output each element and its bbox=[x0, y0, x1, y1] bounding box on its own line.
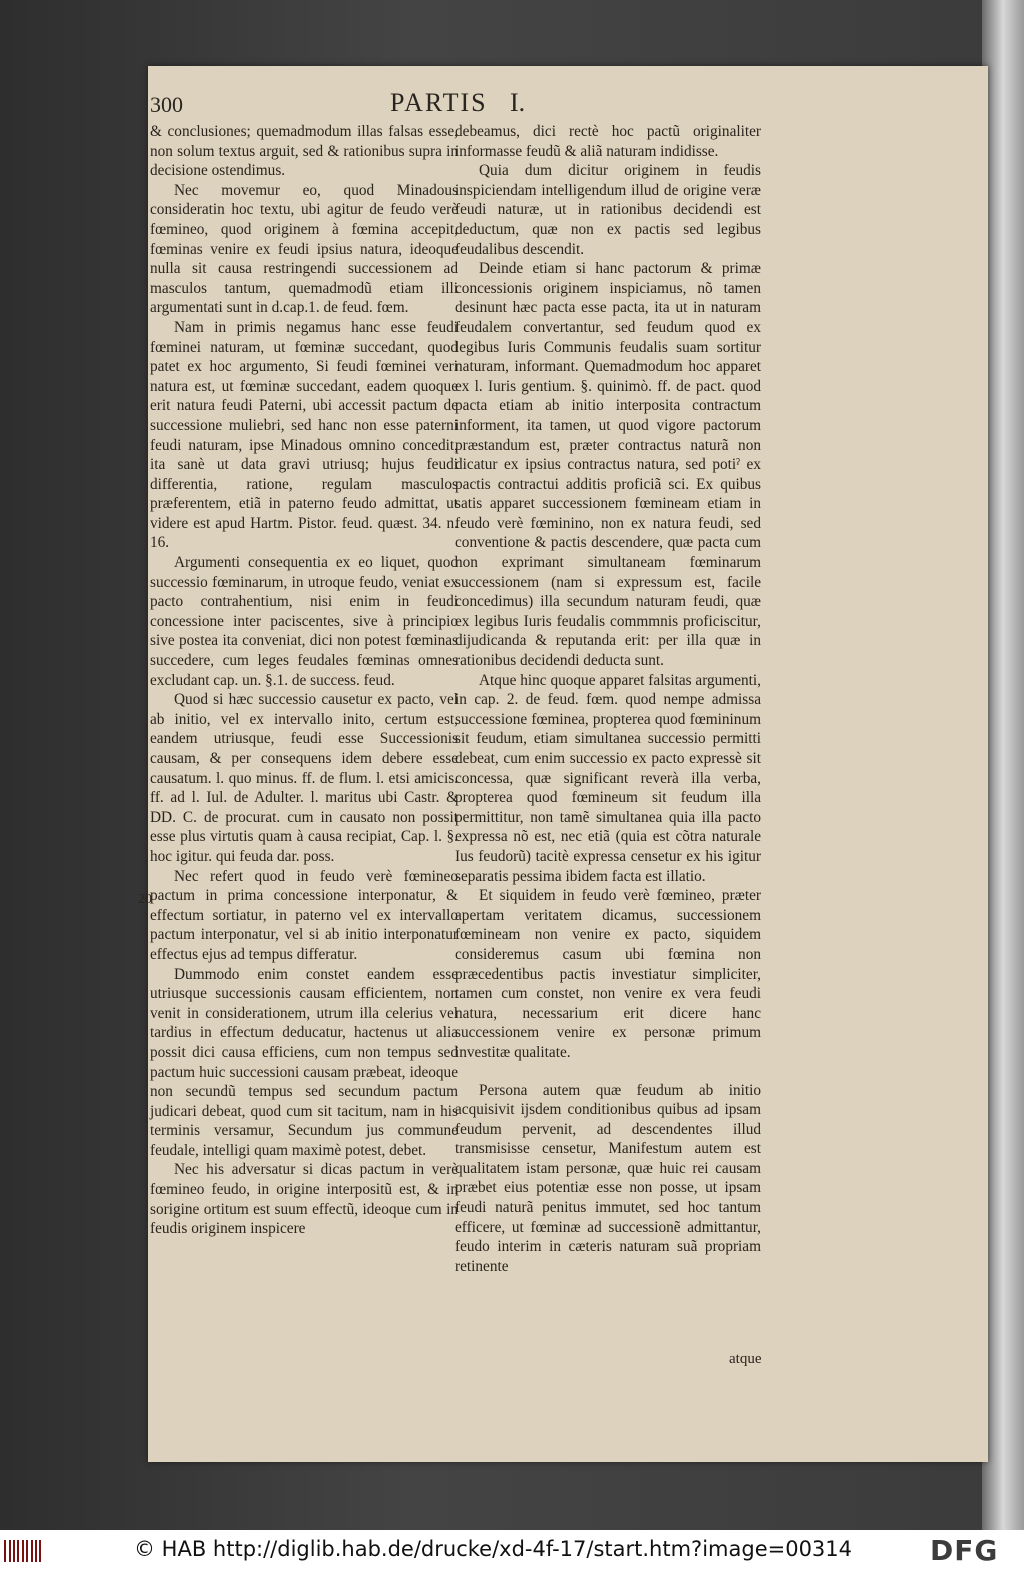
left-text-column bbox=[150, 122, 458, 1239]
barcode-stripe bbox=[26, 1540, 28, 1562]
barcode-stripe bbox=[39, 1540, 41, 1562]
barcode-icon bbox=[4, 1540, 42, 1562]
running-title: PARTIS bbox=[390, 88, 488, 117]
paragraph: Nec his adversatur si dicas pactum in verè fœmineo feudo, in origine interpositũ est, & in sorigine ortitum est suum effectũ, ideoque cum in feudis originem inspicere bbox=[150, 1161, 458, 1238]
paragraph: Nec movemur eo, quod Minadous consideratin hoc textu, ubi agitur de feudo verè fœmineo, quod originem à fœmina accepit, fœminas venire ex feudi ipsius natura, ideoque nulla sit causa restringendi successionem ad masculos tantum, quemadmodũ etiam illi argumentati sunt in d.cap.1. de feud. fœm. bbox=[150, 181, 458, 317]
dfg-logo: DFG bbox=[930, 1534, 999, 1567]
paragraph: Atque hinc quoque apparet falsitas argumenti, in cap. 2. de feud. fœm. quod nempe admissa successione fœminea, propterea quod fœmininum sit feudum, etiam simultanea successio permitti debeat, cum enim successio ex pacto expressè sit concessa, quæ significant reverà illa verba, propterea quod fœmineum sit feudum illa permittitur, non tamẽ simultanea quia illa pacto expressa nõ est, nec etiã (quia est cõtra naturale Ius feudorũ) tacitè expressa censetur ex his igitur separatis pessima ibidem facta est illatio. bbox=[455, 671, 761, 885]
page-number: 300 bbox=[150, 92, 183, 117]
volume-number: I. bbox=[510, 88, 526, 117]
right-text-column bbox=[455, 122, 761, 1276]
paragraph: debeamus, dici rectè hoc pactũ originaliter informasse feudũ & aliã naturam indidisse. bbox=[455, 123, 761, 160]
paragraph: Dummodo enim constet eandem esse utriusque successionis causam efficientem, non venit in considerationem, utrum illa celerius vel tardius in effectum deducatur, hactenus ut alia possit dici causa efficiens, cum non tempus sed pactum huic successioni causam præbeat, ideoque non secundũ tempus sed secundum pactum judicari debeat, quod cum sit tacitum, nam in his terminis versamur, Secundum jus commune feudale, intelligi quam maximè potest, debet. bbox=[150, 965, 458, 1159]
barcode-stripe bbox=[31, 1540, 33, 1562]
barcode-stripe bbox=[9, 1540, 11, 1562]
barcode-stripe bbox=[17, 1540, 19, 1562]
footer-copyright-link[interactable]: © HAB http://diglib.hab.de/drucke/xd-4f-17/start.htm?image=00314 bbox=[134, 1537, 853, 1561]
barcode-stripe bbox=[35, 1540, 37, 1562]
paragraph: Nec refert quod in feudo verè fœmineo pactum in prima concessione interponatur, & effectum sortiatur, in paterno vel ex intervallo pactum interponatur, vel si ab initio interponatur effectus ejus ad tempus differatur. bbox=[150, 867, 458, 963]
paragraph: Argumenti consequentia ex eo liquet, quod successio fœminarum, in utroque feudo, veniat ex pacto contrahentium, nisi enim in feudi concessione inter paciscentes, sive à principio sive postea ita conveniat, dici non potest fœminas succedere, cum leges feudales fœminas omnes excludant cap. un. §.1. de success. feud. bbox=[150, 554, 458, 689]
paragraph: Et siquidem in feudo verè fœmineo, præter apertam veritatem dicamus, successionem fœmineam non venire ex pacto, siquidem consideremus casum ubi fœmina non præcedentibus pactis investiatur simpliciter, tamen cum constet, non venire ex vera feudi natura, necessarium erit dicere hanc successionem venire ex personæ primum investitæ qualitate. bbox=[455, 887, 761, 1061]
book-edge bbox=[982, 0, 1024, 1530]
barcode-stripe bbox=[13, 1540, 15, 1562]
paragraph: & conclusiones; quemadmodum illas falsas esse, non solum textus arguit, sed & rationibus supra in decisione ostendimus. bbox=[150, 123, 458, 180]
paragraph: Persona autem quæ feudum ab initio acquisivit ijsdem conditionibus quibus ad ipsam feudum pervenit, ad descendentes illud transmisisse censetur, Manifestum autem est qualitatem istam personæ, quæ huic rei causam præbet eius potentiæ esse non posse, ut ipsam feudi naturã penitus immutet, sed hoc tantum efficere, ut fœminæ ad successionẽ admittantur, feudo interim in cæteris naturam suã propriam retinente bbox=[455, 1081, 761, 1275]
barcode-stripe bbox=[4, 1540, 6, 1562]
margin-number: 20 bbox=[138, 892, 152, 907]
footer-bar bbox=[0, 1530, 1024, 1572]
catchword: atque bbox=[729, 1351, 762, 1367]
barcode-stripe bbox=[22, 1540, 24, 1562]
paragraph: Quia dum dicitur originem in feudis inspiciendam intelligendum illud de origine veræ feudi naturæ, ut in rationibus decidendi est deductum, quæ non ex pactis sed legibus feudalibus descendit. bbox=[455, 162, 761, 258]
paragraph: Deinde etiam si hanc pactorum & primæ concessionis originem inspiciamus, nõ tamen desinunt hæc pacta esse pacta, ita ut in naturam feudalem convertantur, sed feudum quod ex legibus Iuris Communis feudalis suam sortitur naturam, informant. Quemadmodum hoc apparet ex l. Iuris gentium. §. quinimò. ff. de pact. quod pacta etiam ab initio interposita contractum informent, ita tamen, ut quod vigore pactorum præstandum est, præter contractus naturã non dicatur ex ipsius contractus natura, sed potiˀ ex pactis contractui additis proficiã sci. Ex quibus satis apparet successionem fœmineam etiam in feudo verè fœminino, non ex natura feudi, sed conventione & pactis descendere, quæ pacta cum non exprimant simultaneam fœminarum successionem (nam si expressum est, facile concedimus) illa secundum naturam feudi, quæ ex legibus Iuris feudalis commmnis proficiscitur, dijudicanda & reputanda erit: per illa quæ in rationibus decidendi deducta sunt. bbox=[455, 260, 761, 670]
paragraph: Quod si hæc successio causetur ex pacto, vel ab initio, vel ex intervallo inito, certum est, eandem utriusque, feudi esse Successionis causam, & per consequens idem debere esse causatum. l. quo minus. ff. de flum. l. etsi amicis. ff. ad l. Iul. de Adulter. l. maritus ubi Castr. & DD. C. de procurat. cum in causato non possit esse plus virtutis quam à causa recipiat, Cap. l. §. hoc igitur. qui feuda dar. poss. bbox=[150, 691, 458, 865]
paragraph: Nam in primis negamus hanc esse feudi fœminei naturam, ut fœminæ succedant, quod patet ex hoc argumento, Si feudi fœminei veri natura est, ut fœminæ succedant, eadem quoque erit natura feudi Paterni, ubi accessit pactum de successione muliebri, sed hanc non esse paterni feudi naturam, ipse Minadous omnino concedit, ita sanè ut data gravi utriusq; hujus feudi differentia, ratione, regulam masculos præferentem, etiã in paterno feudo admittat, ut videre est apud Hartm. Pistor. feud. quæst. 34. n. 16. bbox=[150, 318, 458, 552]
